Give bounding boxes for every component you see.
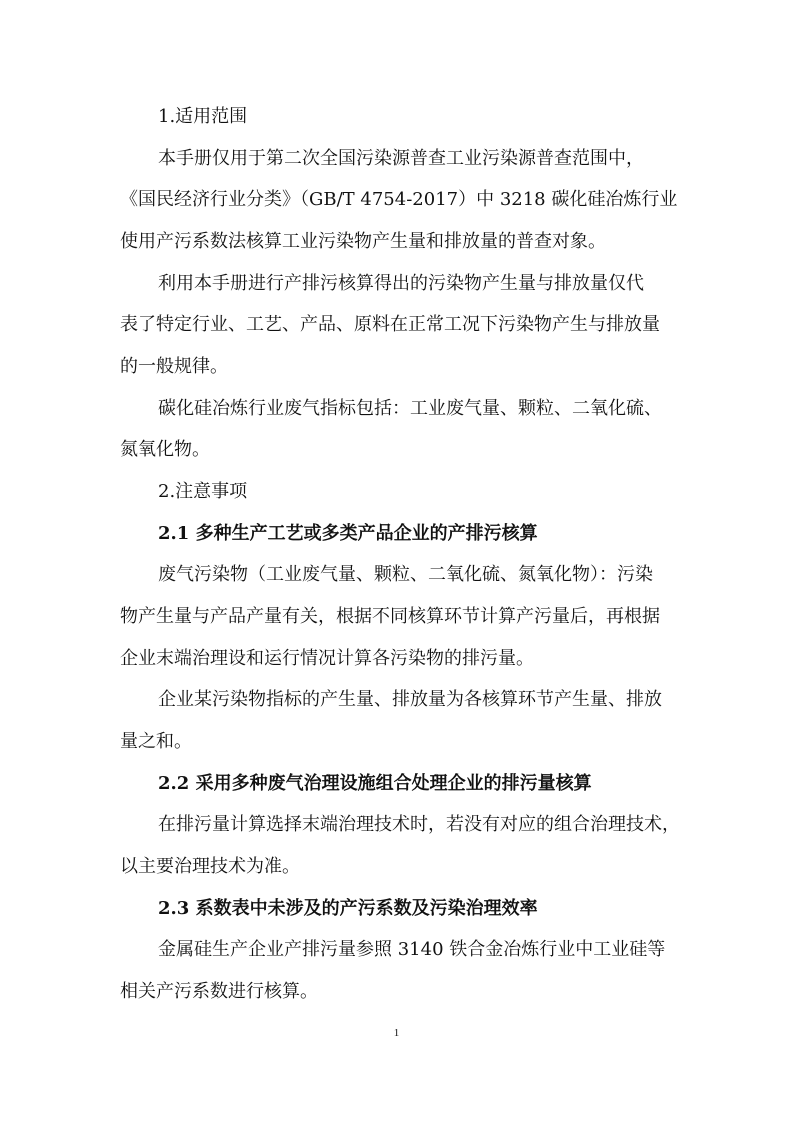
- paragraph-line: 物产生量与产品产量有关，根据不同核算环节计算产污量后，再根据: [120, 606, 660, 627]
- paragraph-line: 量之和。: [120, 731, 192, 752]
- paragraph-line: 废气污染物（工业废气量、颗粒、二氧化硫、氮氧化物）：污染: [158, 564, 653, 585]
- paragraph-line: 碳化硅冶炼行业废气指标包括：工业废气量、颗粒、二氧化硫、: [158, 398, 662, 419]
- paragraph-line: 《国民经济行业分类》（GB/T 4754-2017）中 3218 碳化硅冶炼行业: [120, 189, 678, 210]
- paragraph-line: 使用产污系数法核算工业污染物产生量和排放量的普查对象。: [120, 231, 606, 252]
- subsection-title-2-1: 2.1 多种生产工艺或多类产品企业的产排污核算: [158, 523, 538, 544]
- paragraph-line: 氮氧化物。: [120, 439, 210, 460]
- paragraph-line: 的一般规律。: [120, 356, 228, 377]
- paragraph-line: 表了特定行业、工艺、产品、原料在正常工况下污染物产生与排放量: [120, 314, 660, 335]
- paragraph-line: 金属硅生产企业产排污量参照 3140 铁合金冶炼行业中工业硅等: [158, 939, 666, 960]
- paragraph-line: 在排污量计算选择末端治理技术时，若没有对应的组合治理技术，: [158, 814, 680, 835]
- section-heading-1: 1.适用范围: [158, 106, 248, 127]
- paragraph-line: 以主要治理技术为准。: [120, 856, 300, 877]
- paragraph-line: 利用本手册进行产排污核算得出的污染物产生量与排放量仅代: [158, 273, 644, 294]
- paragraph-line: 本手册仅用于第二次全国污染源普查工业污染源普查范围中，: [158, 148, 644, 169]
- section-heading-2: 2.注意事项: [158, 481, 248, 502]
- paragraph-line: 企业某污染物指标的产生量、排放量为各核算环节产生量、排放: [158, 689, 662, 710]
- paragraph-line: 企业末端治理设和运行情况计算各污染物的排污量。: [120, 648, 534, 669]
- page-number: 1: [393, 1027, 400, 1039]
- subsection-title-2-2: 2.2 采用多种废气治理设施组合处理企业的排污量核算: [158, 773, 592, 794]
- subsection-title-2-3: 2.3 系数表中未涉及的产污系数及污染治理效率: [158, 898, 538, 919]
- paragraph-line: 相关产污系数进行核算。: [120, 981, 318, 1002]
